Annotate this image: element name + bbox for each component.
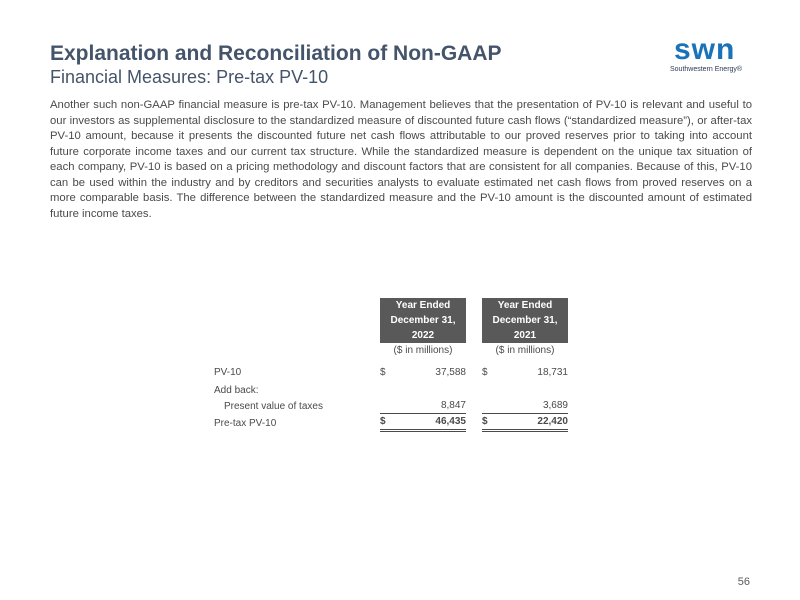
row-label: PV-10 — [214, 367, 242, 378]
row-label: Pre-tax PV-10 — [214, 417, 277, 429]
table-row-pv10 — [214, 358, 568, 380]
row-label: Present value of taxes — [224, 400, 323, 412]
value-2021: 22,420 — [496, 414, 568, 431]
page-number: 56 — [737, 576, 750, 588]
table-row-add-back — [214, 380, 568, 398]
col-unit-2022: ($ in millions) — [393, 345, 453, 356]
value-2021: 3,689 — [496, 398, 568, 414]
row-label: Add back: — [214, 385, 259, 396]
table-row-pretax-pv10 — [214, 414, 568, 431]
logo-mark: swn — [674, 33, 736, 66]
logo-text: Southwestern Energy® — [670, 66, 743, 73]
value-2022: 8,847 — [394, 398, 466, 414]
col-header-2021-line2: December 31, 2021 — [482, 313, 568, 343]
dollar-sign: $ — [482, 367, 488, 378]
col-header-2022-line1: Year Ended — [380, 298, 466, 313]
dollar-sign: $ — [380, 367, 386, 378]
col-unit-2021: ($ in millions) — [495, 345, 555, 356]
dollar-sign: $ — [482, 414, 496, 431]
col-header-2021-line1: Year Ended — [482, 298, 568, 313]
company-logo — [668, 34, 768, 78]
value-2022: 46,435 — [394, 414, 466, 431]
header-row-1 — [214, 298, 568, 313]
slide-title: Explanation and Reconciliation of Non-GAAP — [50, 42, 502, 65]
value-2021: 18,731 — [537, 367, 568, 378]
col-header-2022-line2: December 31, 2022 — [380, 313, 466, 343]
header-row-2 — [214, 313, 568, 343]
pv10-reconciliation-table — [214, 298, 568, 432]
dollar-sign: $ — [380, 414, 394, 431]
unit-row — [214, 343, 568, 358]
value-2022: 37,588 — [435, 367, 466, 378]
slide-subtitle: Financial Measures: Pre-tax PV-10 — [50, 67, 329, 87]
body-paragraph: Another such non-GAAP financial measure is pre-tax PV-10. Management believes that the presentation of PV-10 is relevant and useful to our investors as supplemental disclosure to the standardized measure of discounted future cash flows (“standardized measure”), or after-tax PV-10 amount, because it presents the discounted future net cash flows attributable to our proved reserves prior to taking into account future corporate income taxes and our current tax structure. While the standardized measure is dependent on the unique tax situation of each company, PV-10 is based on a pricing methodology and discount factors that are consistent for all companies. Because of this, PV-10 can be used within the industry and by creditors and securities analysts to evaluate estimated net cash flows from proved reserves on a more comparable basis. The difference between the standardized measure and the PV-10 amount is the discounted amount of estimated future income taxes. — [50, 99, 752, 220]
table-row-taxes — [214, 398, 568, 414]
